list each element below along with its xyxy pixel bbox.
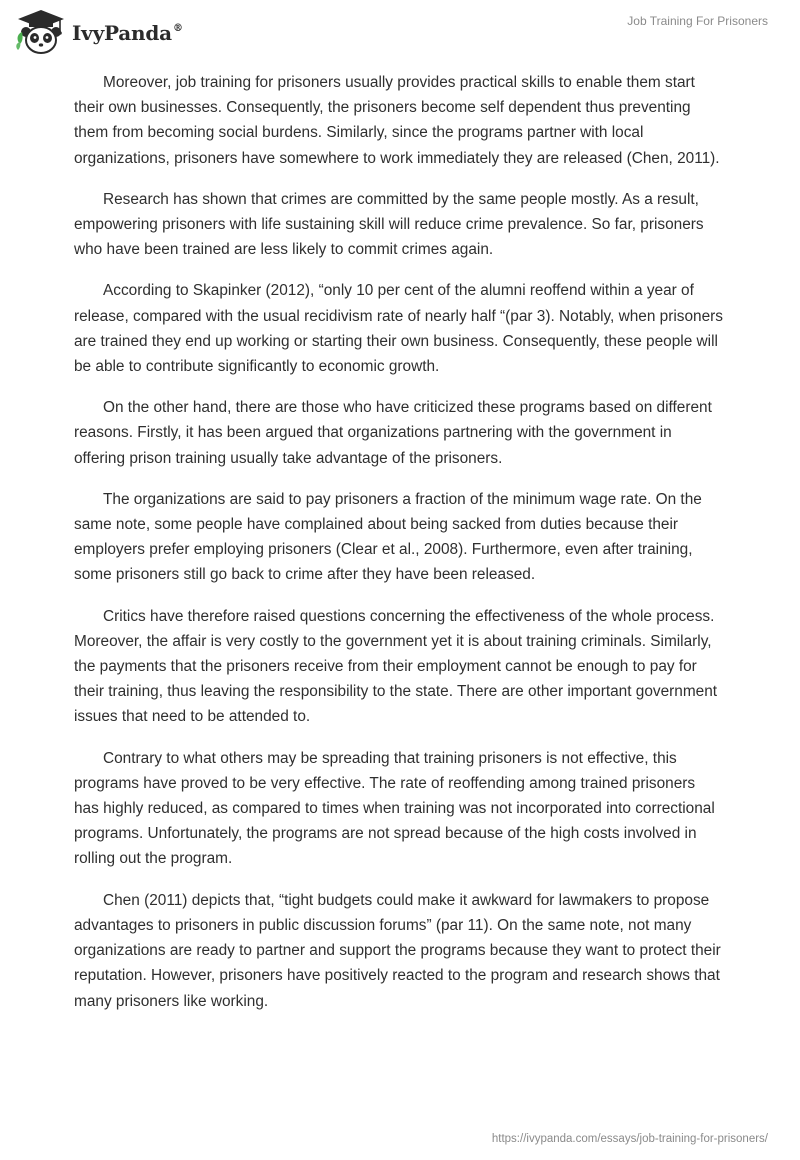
paragraph-4: On the other hand, there are those who have criticized these programs based on different reasons. Firstly, it has been argued that organizations partnering with the government in offering prison training usually take advantage of the prisoners. bbox=[74, 399, 712, 467]
paragraph-3: According to Skapinker (2012), “only 10 per cent of the alumni reoffend within a year of release, compared with the usual recidivism rate of nearly half “(par 3). Notably, when prisoners are trained they end up working or starting their own business. Consequently, these people will be able to contribute significantly to economic growth. bbox=[74, 282, 723, 376]
essay-body bbox=[74, 70, 724, 1030]
logo-wordmark bbox=[72, 21, 183, 45]
source-url[interactable]: https://ivypanda.com/essays/job-training-for-prisoners/ bbox=[491, 1133, 768, 1145]
paragraph-1: Moreover, job training for prisoners usually provides practical skills to enable them start their own businesses. Consequently, the prisoners become self dependent thus preventing them from becoming social burdens. Similarly, since the programs partner with local organizations, prisoners have somewhere to work immediately they are released (Chen, 2011). bbox=[74, 74, 720, 167]
paragraph-5: The organizations are said to pay prisoners a fraction of the minimum wage rate. On the same note, some people have complained about being sacked from duties because their employers prefer employing prisoners (Clear et al., 2008). Furthermore, even after training, some prisoners still go back to crime after they have been released. bbox=[74, 490, 702, 584]
registered-mark: ® bbox=[172, 23, 183, 34]
logo-text: IvyPanda bbox=[72, 21, 172, 45]
ivypanda-logo[interactable] bbox=[14, 8, 183, 56]
panda-graduate-icon bbox=[14, 8, 68, 56]
paragraph-6: Critics have therefore raised questions concerning the effectiveness of the whole process. Moreover, the affair is very costly to the government yet it is about training criminals. Similarly, the payments that the prisoners receive from their employment cannot be enough to pay for their training, thus leaving the responsibility to the state. There are other important government issues that need to be attended to. bbox=[74, 607, 718, 726]
paragraph-8: Chen (2011) depicts that, “tight budgets could make it awkward for lawmakers to propose advantages to prisoners in public discussion forums” (par 11). On the same note, not many organizations are ready to partner and support the programs because they want to protect their reputation. However, prisoners have positively reacted to the program and research shows that many prisoners like working. bbox=[74, 891, 721, 1010]
paragraph-7: Contrary to what others may be spreading that training prisoners is not effective, this programs have proved to be very effective. The rate of reoffending among trained prisoners has highly reduced, as compared to times when training was not incorporated into correctional programs. Unfortunately, the programs are not spread because of the high costs involved in rolling out the program. bbox=[74, 749, 715, 868]
document-title: Job Training For Prisoners bbox=[627, 14, 768, 28]
paragraph-2: Research has shown that crimes are committed by the same people mostly. As a result, empowering prisoners with life sustaining skill will reduce crime prevalence. So far, prisoners who have been trained are less likely to commit crimes again. bbox=[74, 190, 704, 259]
